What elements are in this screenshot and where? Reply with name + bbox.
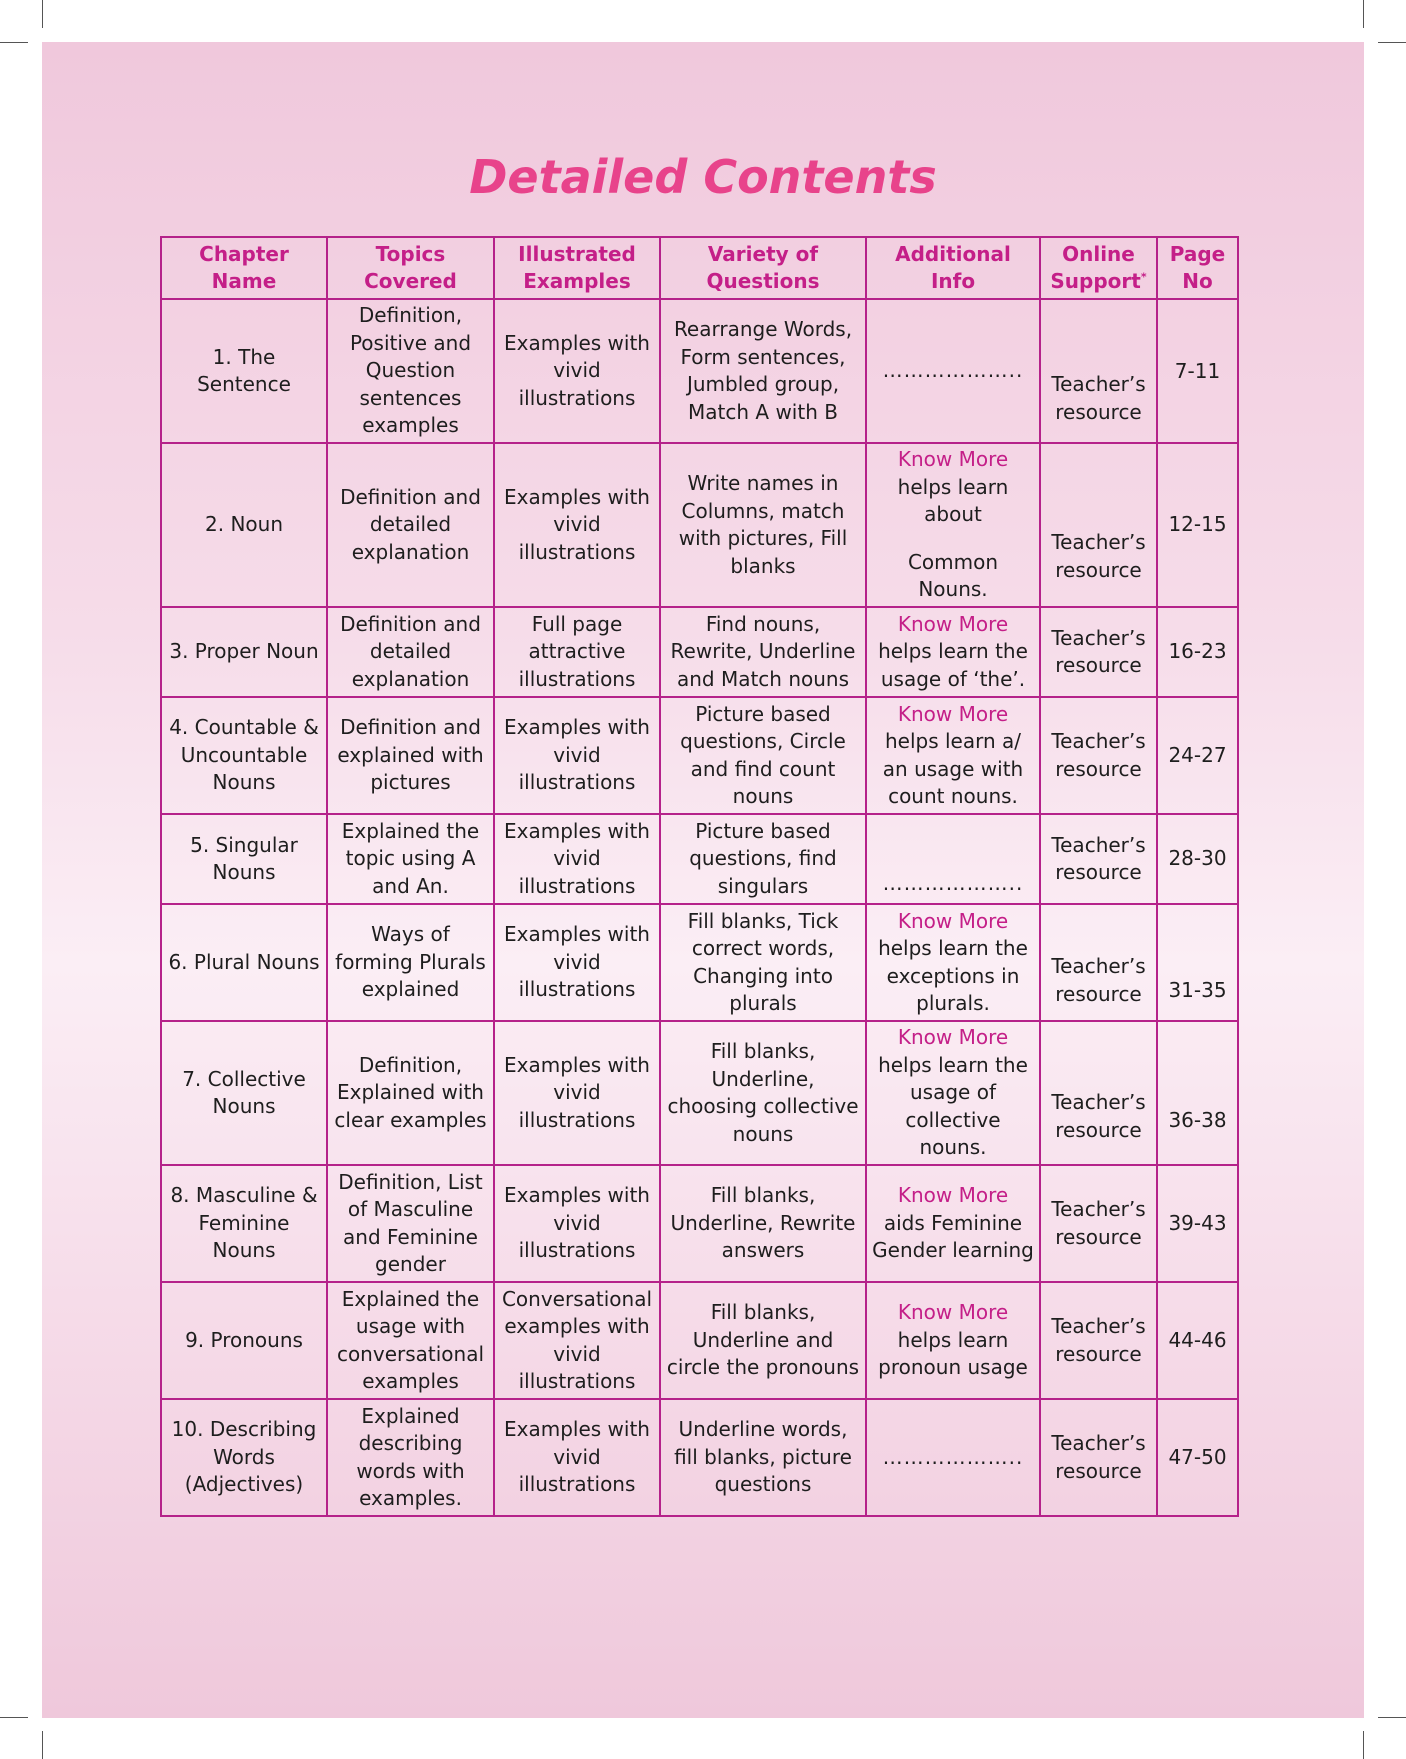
online-cell — [1040, 904, 1157, 1021]
table-row — [161, 1021, 1238, 1165]
chapter-cell: 4. Countable & Uncountable Nouns — [161, 697, 327, 814]
page-cell: 24-27 — [1157, 697, 1238, 814]
table-row — [161, 1165, 1238, 1282]
illustrated-cell: Examples with vivid illustrations — [494, 1399, 660, 1516]
questions-cell: Rearrange Words, Form sentences, Jumbled group, Match A with B — [660, 299, 866, 443]
illustrated-cell: Conversational examples with vivid illustrations — [494, 1282, 660, 1399]
additional-text: aids Feminine Gender learning — [872, 1210, 1034, 1263]
illustrated-cell: Examples with vivid illustrations — [494, 1021, 660, 1165]
header-chapter-name: Chapter Name — [161, 237, 327, 299]
crop-mark — [42, 1731, 43, 1759]
table-row — [161, 1399, 1238, 1516]
online-cell: Teacher’s resource — [1040, 697, 1157, 814]
additional-cell — [866, 904, 1040, 1021]
page-cell: 44-46 — [1157, 1282, 1238, 1399]
table-row — [161, 1282, 1238, 1399]
questions-cell: Fill blanks, Underline and circle the pronouns — [660, 1282, 866, 1399]
page-cell — [1157, 904, 1238, 1021]
illustrated-cell: Examples with vivid illustrations — [494, 697, 660, 814]
page-text: 36-38 — [1168, 1107, 1227, 1132]
chapter-cell: 7. Collective Nouns — [161, 1021, 327, 1165]
questions-cell: Fill blanks, Underline, choosing collective nouns — [660, 1021, 866, 1165]
know-more-label: Know More — [897, 1300, 1009, 1325]
page-title: Detailed Contents — [469, 150, 937, 204]
empty-placeholder: ……………….. — [882, 1444, 1024, 1469]
chapter-cell: 9. Pronouns — [161, 1282, 327, 1399]
online-text: Teacher’s resource — [1051, 530, 1146, 582]
table-row — [161, 904, 1238, 1021]
table-row — [161, 443, 1238, 607]
header-topics-covered: Topics Covered — [327, 237, 494, 299]
questions-cell: Picture based questions, find singulars — [660, 814, 866, 904]
crop-mark — [1363, 1731, 1364, 1759]
online-cell: Teacher’s resource — [1040, 1165, 1157, 1282]
know-more-label: Know More — [897, 1025, 1009, 1050]
topics-cell: Definition and detailed explanation — [327, 443, 494, 607]
additional-text: helps learn pronoun usage — [878, 1327, 1028, 1380]
chapter-cell: 2. Noun — [161, 443, 327, 607]
online-cell: Teacher’s resource — [1040, 607, 1157, 697]
additional-text: helps learn the usage of collective nouns. — [878, 1052, 1028, 1160]
additional-cell — [866, 443, 1040, 607]
illustrated-cell: Examples with vivid illustrations — [494, 299, 660, 443]
additional-cell — [866, 1165, 1040, 1282]
questions-cell: Write names in Columns, match with pictures, Fill blanks — [660, 443, 866, 607]
topics-cell: Definition, Positive and Question sentences examples — [327, 299, 494, 443]
know-more-label: Know More — [897, 1183, 1009, 1208]
page-cell: 16-23 — [1157, 607, 1238, 697]
additional-text-extra: Common Nouns. — [907, 549, 999, 602]
crop-mark — [1363, 0, 1364, 28]
header-online-support-label: Online Support — [1050, 242, 1141, 293]
empty-placeholder: ……………….. — [882, 870, 1024, 895]
know-more-label: Know More — [897, 611, 1009, 636]
chapter-cell: 1. The Sentence — [161, 299, 327, 443]
table-row — [161, 607, 1238, 697]
online-text: Teacher’s resource — [1051, 372, 1146, 424]
know-more-label: Know More — [897, 447, 1009, 472]
online-cell: Teacher’s resource — [1040, 1399, 1157, 1516]
header-row — [161, 237, 1238, 299]
page-text: 31-35 — [1168, 977, 1227, 1002]
illustrated-cell: Examples with vivid illustrations — [494, 814, 660, 904]
crop-mark — [0, 42, 28, 43]
header-variety-of-questions: Variety of Questions — [660, 237, 866, 299]
illustrated-cell: Full page attractive illustrations — [494, 607, 660, 697]
crop-mark — [1378, 1717, 1406, 1718]
additional-cell — [866, 1399, 1040, 1516]
additional-cell — [866, 607, 1040, 697]
questions-cell: Picture based questions, Circle and find count nouns — [660, 697, 866, 814]
topics-cell: Definition, Explained with clear examples — [327, 1021, 494, 1165]
topics-cell: Explained the topic using A and An. — [327, 814, 494, 904]
online-text: Teacher’s resource — [1051, 954, 1146, 1006]
header-page-no: Page No — [1157, 237, 1238, 299]
know-more-label: Know More — [897, 701, 1009, 726]
additional-cell — [866, 299, 1040, 443]
topics-cell: Explained describing words with examples. — [327, 1399, 494, 1516]
page-cell — [1157, 299, 1238, 443]
questions-cell: Fill blanks, Underline, Rewrite answers — [660, 1165, 866, 1282]
crop-mark — [42, 0, 43, 28]
contents-table — [160, 236, 1239, 1517]
additional-text: helps learn a/ an usage with count nouns. — [882, 729, 1024, 808]
chapter-cell: 6. Plural Nouns — [161, 904, 327, 1021]
know-more-label: Know More — [897, 908, 1009, 933]
crop-mark — [1378, 42, 1406, 43]
chapter-cell: 3. Proper Noun — [161, 607, 327, 697]
questions-cell: Find nouns, Rewrite, Underline and Match nouns — [660, 607, 866, 697]
additional-cell — [866, 814, 1040, 904]
additional-text: helps learn about — [897, 474, 1009, 527]
questions-cell: Underline words, fill blanks, picture questions — [660, 1399, 866, 1516]
illustrated-cell: Examples with vivid illustrations — [494, 443, 660, 607]
crop-mark — [0, 1717, 28, 1718]
chapter-cell: 5. Singular Nouns — [161, 814, 327, 904]
online-cell: Teacher’s resource — [1040, 814, 1157, 904]
additional-cell — [866, 1282, 1040, 1399]
page-text: 7-11 — [1174, 359, 1221, 383]
empty-placeholder: ……………….. — [882, 358, 1024, 383]
illustrated-cell: Examples with vivid illustrations — [494, 1165, 660, 1282]
chapter-cell: 8. Masculine & Feminine Nouns — [161, 1165, 327, 1282]
page-cell — [1157, 1021, 1238, 1165]
header-additional-info: Additional Info — [866, 237, 1040, 299]
additional-cell — [866, 1021, 1040, 1165]
topics-cell: Definition and detailed explanation — [327, 607, 494, 697]
topics-cell: Explained the usage with conversational examples — [327, 1282, 494, 1399]
page-cell: 28-30 — [1157, 814, 1238, 904]
table-row — [161, 814, 1238, 904]
illustrated-cell: Examples with vivid illustrations — [494, 904, 660, 1021]
online-text: Teacher’s resource — [1051, 1090, 1146, 1142]
online-cell — [1040, 1021, 1157, 1165]
table-row — [161, 697, 1238, 814]
chapter-cell: 10. Describing Words (Adjectives) — [161, 1399, 327, 1516]
additional-text: helps learn the usage of ‘the’. — [878, 639, 1028, 691]
header-illustrated-examples: Illustrated Examples — [494, 237, 660, 299]
topics-cell: Definition, List of Masculine and Feminine gender — [327, 1165, 494, 1282]
online-cell — [1040, 443, 1157, 607]
header-online-support — [1040, 237, 1157, 299]
online-cell — [1040, 299, 1157, 443]
page-cell: 12-15 — [1157, 443, 1238, 607]
page-cell: 39-43 — [1157, 1165, 1238, 1282]
additional-text: helps learn the exceptions in plurals. — [878, 936, 1028, 1015]
table-row — [161, 299, 1238, 443]
page-cell: 47-50 — [1157, 1399, 1238, 1516]
online-cell: Teacher’s resource — [1040, 1282, 1157, 1399]
questions-cell: Fill blanks, Tick correct words, Changing into plurals — [660, 904, 866, 1021]
header-online-support-mark: * — [1140, 270, 1147, 284]
additional-cell — [866, 697, 1040, 814]
topics-cell: Definition and explained with pictures — [327, 697, 494, 814]
topics-cell: Ways of forming Plurals explained — [327, 904, 494, 1021]
